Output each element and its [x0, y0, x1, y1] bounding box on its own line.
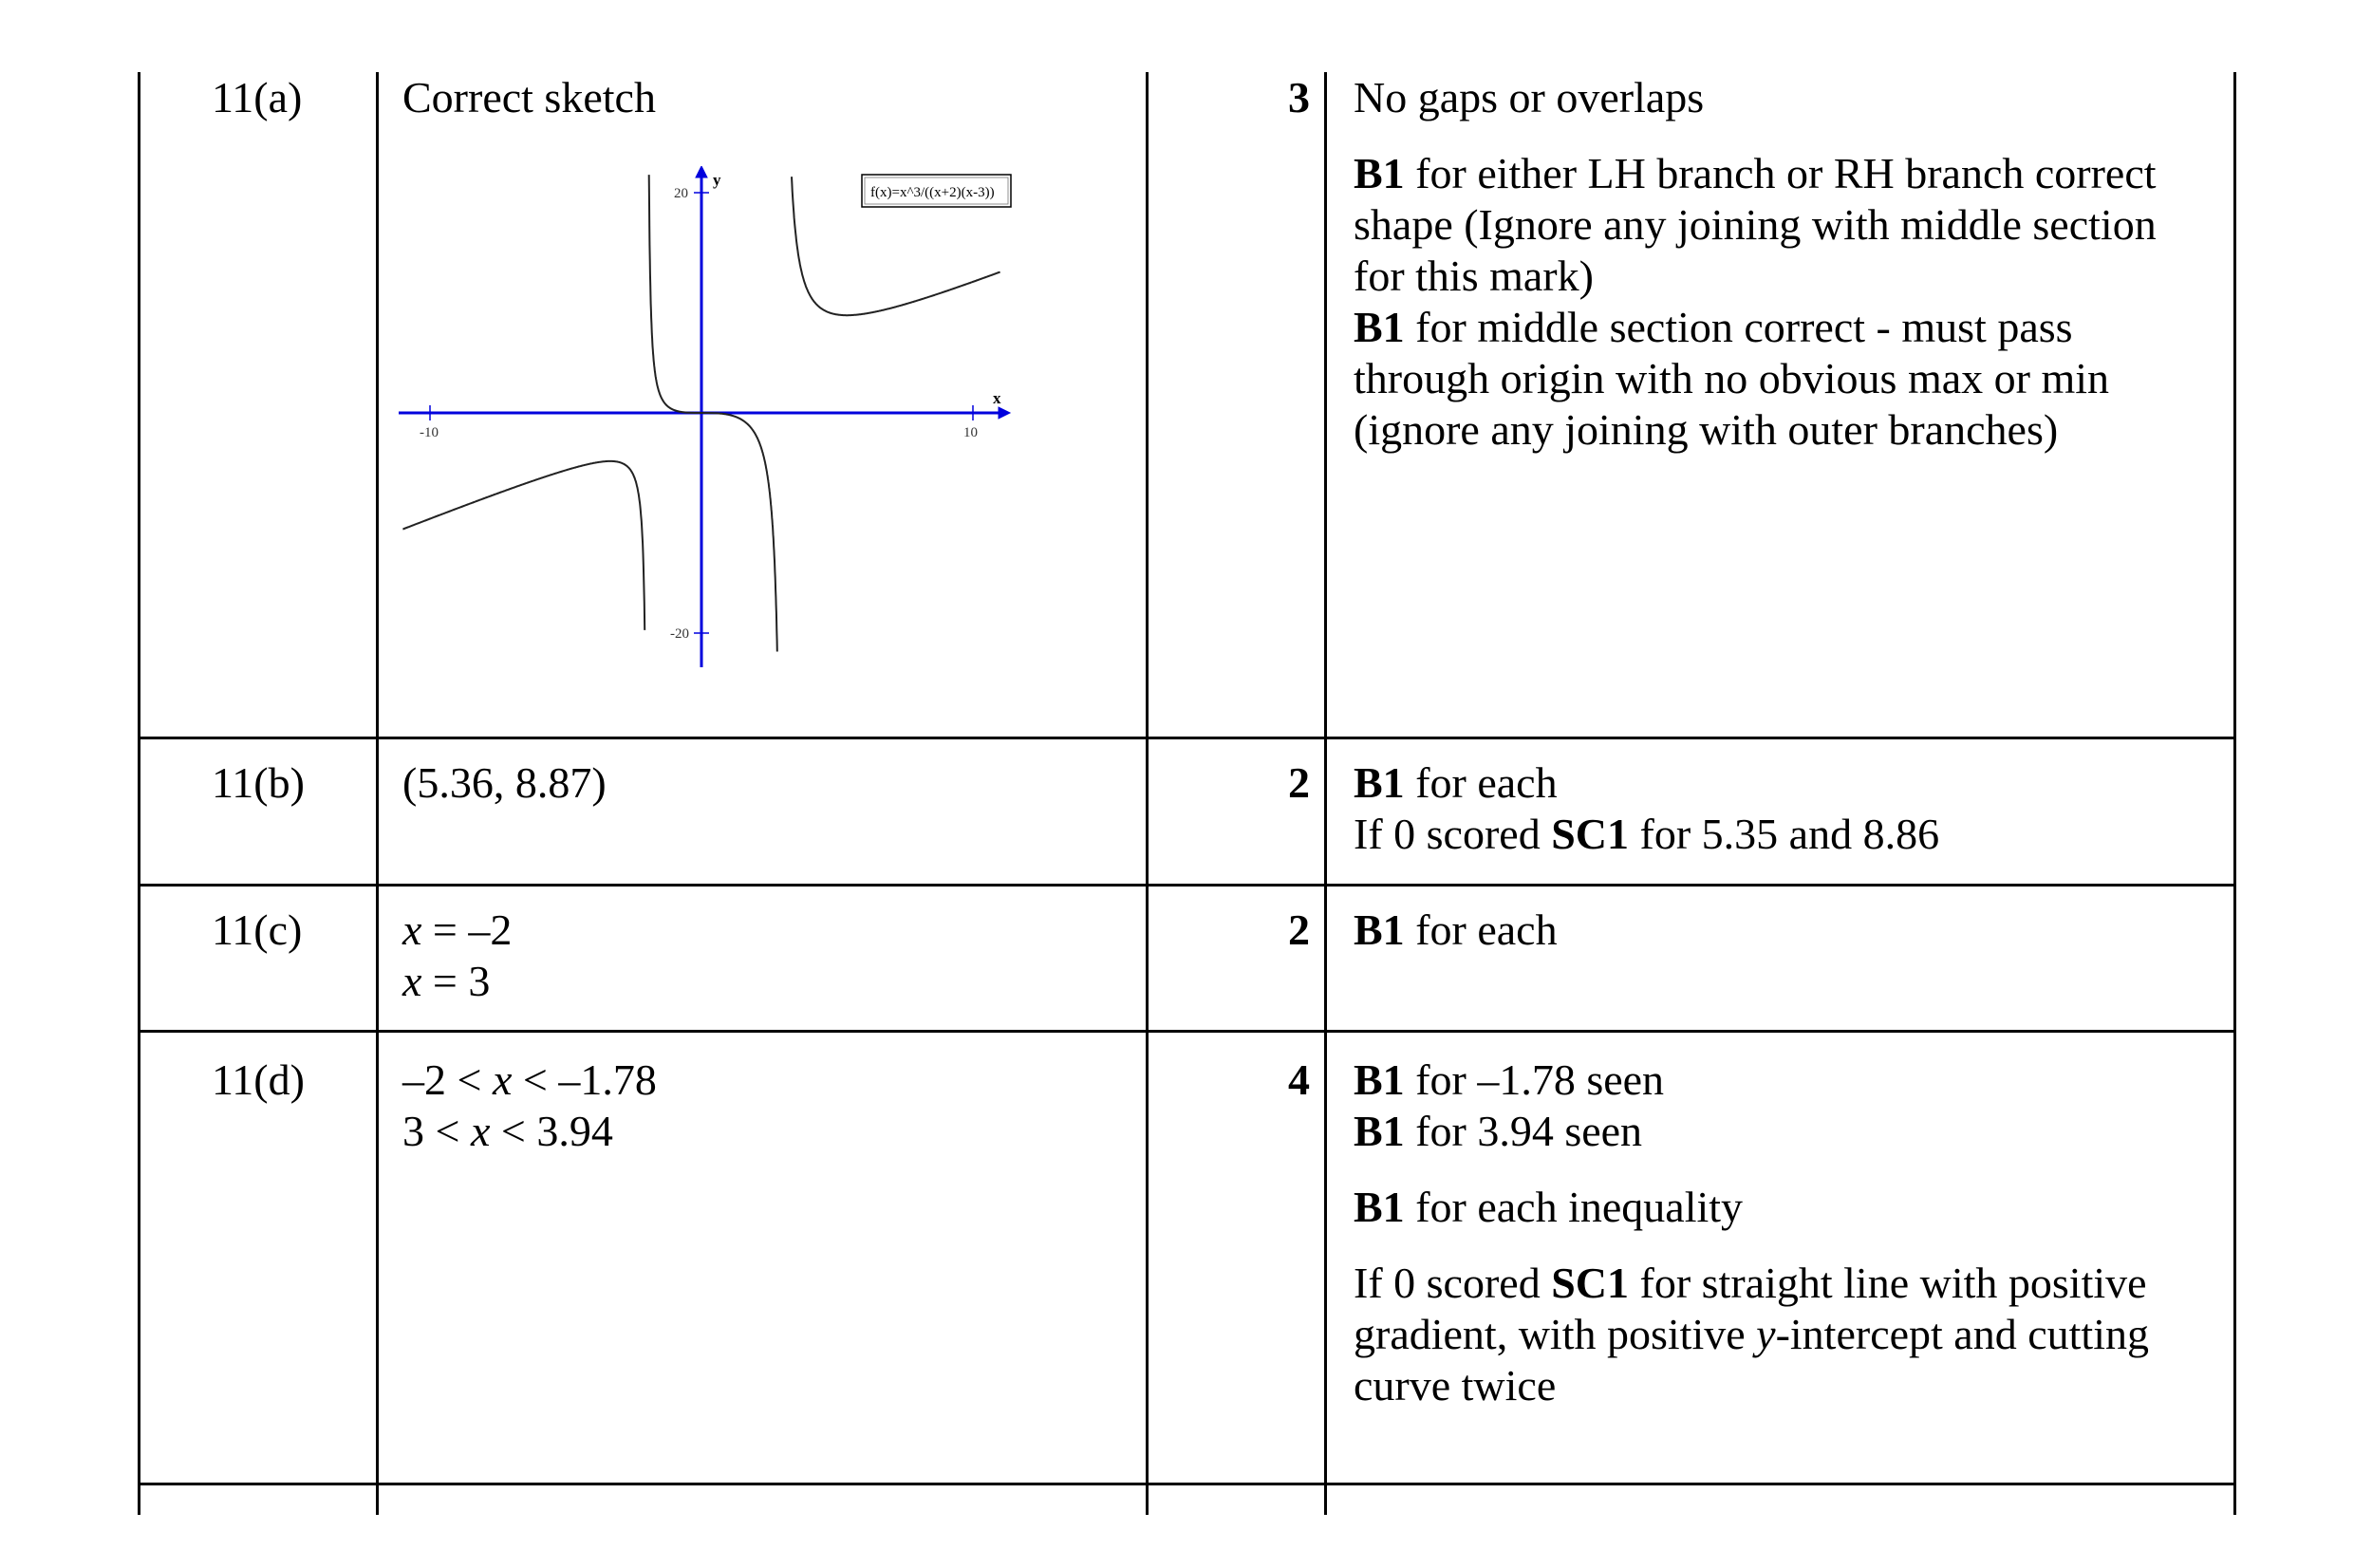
- row-divider-a-b: [138, 737, 2235, 739]
- guidance-line: through origin with no obvious max or min: [1354, 354, 2110, 402]
- guidance-fragment: for 5.35 and 8.86: [1629, 810, 1940, 858]
- y-tick-label: -20: [670, 626, 689, 642]
- row-divider-c-d: [138, 1030, 2235, 1033]
- guidance-line: for this mark): [1354, 252, 1594, 300]
- x-tick-label: -10: [420, 425, 439, 440]
- answer-text: [402, 1055, 657, 1157]
- guidance-text: [1354, 1055, 2149, 1411]
- mark-code: B1: [1354, 1107, 1405, 1155]
- variable: x: [470, 1107, 491, 1155]
- question-number: 11(d): [212, 1055, 305, 1104]
- y-axis-arrow: [696, 166, 707, 177]
- answer-line: (5.36, 8.87): [402, 758, 607, 807]
- guidance-line: [1354, 905, 1558, 956]
- x-axis-arrow: [999, 407, 1010, 419]
- guidance-text: [1354, 905, 1558, 956]
- guidance-fragment: for each: [1404, 905, 1558, 954]
- answer-fragment: < 3.94: [490, 1107, 613, 1155]
- guidance-fragment: -intercept and cutting: [1775, 1310, 2149, 1358]
- guidance-line: (ignore any joining with outer branches): [1354, 405, 2059, 454]
- guidance-line: No gaps or overlaps: [1354, 73, 1705, 121]
- question-number: 11(b): [212, 758, 305, 807]
- guidance-text: [1354, 757, 1939, 860]
- mark-code: B1: [1354, 1183, 1405, 1231]
- y-tick-label: 20: [674, 186, 688, 201]
- guidance-line: [1354, 1309, 2149, 1360]
- variable: x: [402, 957, 422, 1005]
- guidance-fragment: for each inequality: [1404, 1183, 1744, 1231]
- guidance-line: shape (Ignore any joining with middle section: [1354, 200, 2157, 249]
- guidance-line: [1354, 1258, 2149, 1309]
- marks-value: 2: [1288, 758, 1310, 807]
- curve-branch-1: [402, 461, 645, 630]
- mark-code: B1: [1354, 758, 1405, 807]
- answer-text: [402, 72, 656, 123]
- guidance-text: [1354, 72, 2157, 456]
- variable: x: [492, 1055, 513, 1104]
- guidance-fragment: If 0 scored: [1354, 1259, 1552, 1307]
- guidance-line: curve twice: [1354, 1361, 1557, 1409]
- answer-line: [402, 956, 512, 1007]
- mark-code: B1: [1354, 905, 1405, 954]
- answer-line: [402, 1106, 657, 1157]
- guidance-fragment: for middle section correct - must pass: [1404, 303, 2073, 351]
- table-border-left: [138, 72, 140, 1515]
- mark-code: SC1: [1551, 1259, 1630, 1307]
- answer-fragment: = –2: [421, 905, 513, 954]
- x-tick-label: 10: [963, 425, 978, 440]
- mark-code: B1: [1354, 303, 1405, 351]
- function-label: f(x)=x^3/((x+2)(x-3)): [870, 185, 995, 200]
- answer-fragment: < –1.78: [512, 1055, 657, 1104]
- guidance-fragment: If 0 scored: [1354, 810, 1552, 858]
- marks-value: 2: [1288, 905, 1310, 954]
- variable: y: [1756, 1310, 1776, 1358]
- answer-line: [402, 1055, 657, 1106]
- column-divider-marks: [1324, 72, 1327, 1515]
- guidance-line: [1354, 1055, 2149, 1106]
- column-divider-question: [376, 72, 379, 1515]
- table-border-right: [2233, 72, 2236, 1515]
- x-axis-label: x: [993, 389, 1001, 407]
- guidance-line: [1354, 757, 1939, 809]
- answer-fragment: = 3: [421, 957, 491, 1005]
- guidance-fragment: for straight line with positive: [1629, 1259, 2147, 1307]
- variable: x: [402, 905, 422, 954]
- function-sketch: [397, 166, 1018, 669]
- row-divider-b-c: [138, 884, 2235, 887]
- guidance-line: [1354, 1182, 2149, 1233]
- guidance-line: [1354, 809, 1939, 860]
- guidance-line: [1354, 1106, 2149, 1157]
- mark-code: SC1: [1551, 810, 1630, 858]
- marks-value: 4: [1288, 1055, 1310, 1104]
- mark-code: B1: [1354, 149, 1405, 197]
- marks-value: 3: [1288, 73, 1310, 121]
- mark-code: B1: [1354, 1055, 1405, 1104]
- y-axis-label: y: [713, 171, 721, 189]
- guidance-fragment: for each: [1404, 758, 1558, 807]
- answer-line: [402, 905, 512, 956]
- answer-fragment: –2 <: [402, 1055, 493, 1104]
- answer-fragment: 3 <: [402, 1107, 471, 1155]
- guidance-line: [1354, 302, 2157, 353]
- question-number: 11(c): [212, 905, 303, 954]
- row-divider-bottom: [138, 1483, 2235, 1485]
- answer-text: [402, 905, 512, 1007]
- guidance-fragment: for 3.94 seen: [1404, 1107, 1643, 1155]
- answer-text: [402, 757, 607, 809]
- guidance-fragment: gradient, with positive: [1354, 1310, 1757, 1358]
- column-divider-answer: [1146, 72, 1149, 1515]
- guidance-fragment: for –1.78 seen: [1404, 1055, 1665, 1104]
- guidance-line: [1354, 148, 2157, 199]
- question-number: 11(a): [212, 73, 303, 121]
- guidance-fragment: for either LH branch or RH branch correct: [1404, 149, 2157, 197]
- answer-line: Correct sketch: [402, 73, 656, 121]
